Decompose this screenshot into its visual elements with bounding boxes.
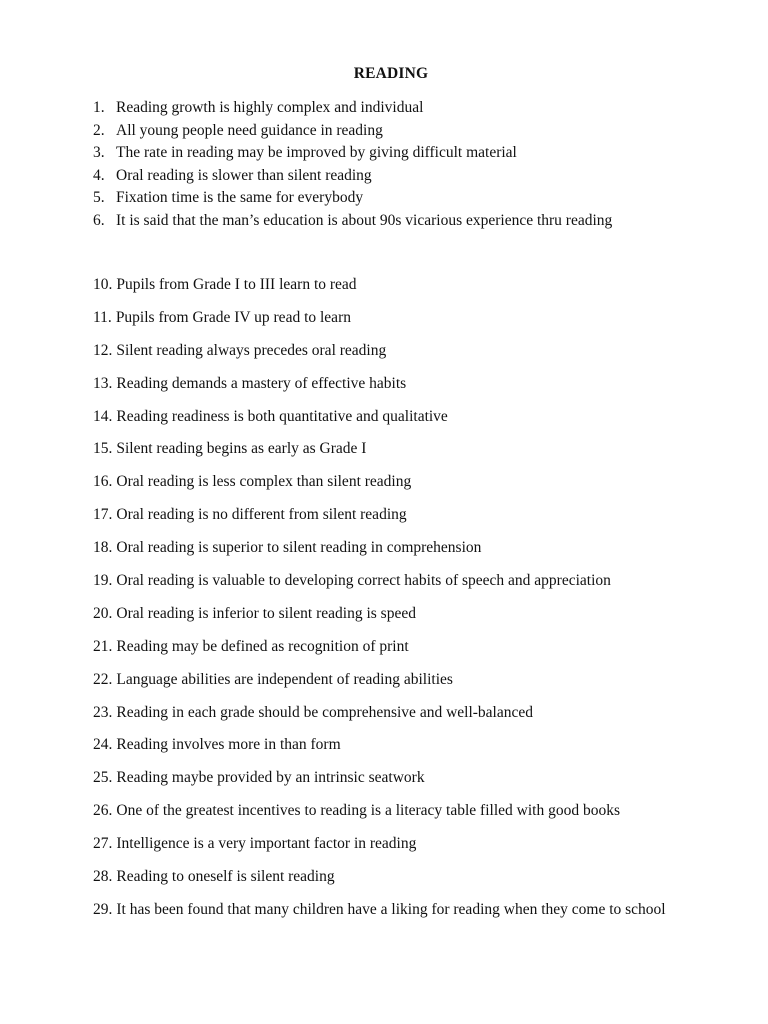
item-number: 1.: [93, 99, 105, 116]
list-item: [93, 866, 713, 889]
list-item: [93, 210, 612, 233]
list-item: [93, 406, 713, 429]
item-number: 12.: [93, 341, 113, 359]
list-item: [93, 471, 713, 494]
item-text: Reading may be defined as recognition of print: [116, 637, 409, 655]
list-item: [93, 274, 713, 297]
list-item: [93, 734, 713, 757]
list-item: [93, 165, 612, 188]
item-number: 29.: [93, 900, 113, 918]
list-item: [93, 833, 713, 856]
list-item: [93, 307, 713, 330]
list-item: [93, 438, 713, 461]
list-item: [93, 636, 713, 659]
item-number: 20.: [93, 604, 113, 622]
item-text: Intelligence is a very important factor in reading: [116, 835, 417, 853]
item-number: 22.: [93, 670, 113, 688]
item-number: 24.: [93, 736, 113, 754]
item-text: Reading in each grade should be comprehensive and well-balanced: [116, 703, 533, 721]
item-number: 26.: [93, 802, 113, 820]
item-number: 15.: [93, 440, 113, 458]
item-text: Reading growth is highly complex and individual: [116, 99, 424, 116]
item-number: 19.: [93, 572, 113, 590]
item-text: It has been found that many children have a liking for reading when they come to school: [116, 900, 666, 918]
list-item: [93, 142, 612, 165]
item-text: Language abilities are independent of reading abilities: [116, 670, 453, 688]
item-number: 10.: [93, 276, 113, 293]
list-item: [93, 702, 713, 725]
item-text: It is said that the man’s education is about 90s vicarious experience thru reading: [116, 211, 613, 229]
item-text: Oral reading is no different from silent reading: [116, 506, 407, 524]
statement-list-short: [93, 97, 612, 233]
list-item: [93, 504, 713, 527]
statement-list-long: [93, 274, 713, 932]
item-number: 13.: [93, 374, 113, 392]
item-text: Fixation time is the same for everybody: [116, 189, 364, 207]
item-number: 2.: [93, 121, 105, 139]
item-text: Oral reading is valuable to developing correct habits of speech and appreciation: [116, 572, 611, 590]
item-number: 4.: [93, 166, 105, 184]
item-text: Pupils from Grade IV up read to learn: [115, 308, 351, 326]
list-item: [93, 570, 713, 593]
item-number: 27.: [93, 835, 113, 853]
list-item: [93, 800, 713, 823]
item-text: Reading readiness is both quantitative and qualitative: [116, 407, 448, 425]
item-number: 28.: [93, 868, 113, 886]
item-text: Reading to oneself is silent reading: [116, 868, 335, 886]
item-text: The rate in reading may be improved by giving difficult material: [116, 144, 517, 162]
item-number: 25.: [93, 769, 113, 787]
item-text: Pupils from Grade I to III learn to read: [116, 276, 357, 293]
item-text: Silent reading always precedes oral reading: [116, 341, 387, 359]
item-text: Reading involves more in than form: [116, 736, 341, 754]
item-number: 23.: [93, 703, 113, 721]
list-item: [93, 537, 713, 560]
list-item: [93, 97, 612, 120]
item-number: 11.: [93, 308, 112, 326]
item-number: 3.: [93, 144, 105, 162]
list-item: [93, 603, 713, 626]
list-item: [93, 187, 612, 210]
item-text: Reading demands a mastery of effective habits: [116, 374, 407, 392]
item-number: 17.: [93, 506, 113, 524]
item-number: 5.: [93, 189, 105, 207]
item-text: Oral reading is inferior to silent reading is speed: [116, 604, 416, 622]
item-number: 14.: [93, 407, 113, 425]
item-number: 16.: [93, 473, 113, 491]
item-text: Oral reading is superior to silent reading in comprehension: [116, 539, 482, 557]
list-item: [93, 899, 713, 922]
page-title: READING: [353, 65, 429, 82]
list-item: [93, 120, 612, 143]
item-text: All young people need guidance in reading: [116, 121, 383, 139]
item-text: Oral reading is slower than silent reading: [116, 166, 372, 184]
item-number: 21.: [93, 637, 113, 655]
item-text: Oral reading is less complex than silent reading: [116, 473, 412, 491]
list-item: [93, 767, 713, 790]
item-number: 18.: [93, 539, 113, 557]
list-item: [93, 340, 713, 363]
item-text: Silent reading begins as early as Grade I: [116, 440, 367, 458]
item-text: Reading maybe provided by an intrinsic seatwork: [116, 769, 425, 787]
item-text: One of the greatest incentives to reading is a literacy table filled with good books: [116, 802, 620, 820]
item-number: 6.: [93, 211, 105, 229]
list-item: [93, 669, 713, 692]
list-item: [93, 373, 713, 396]
